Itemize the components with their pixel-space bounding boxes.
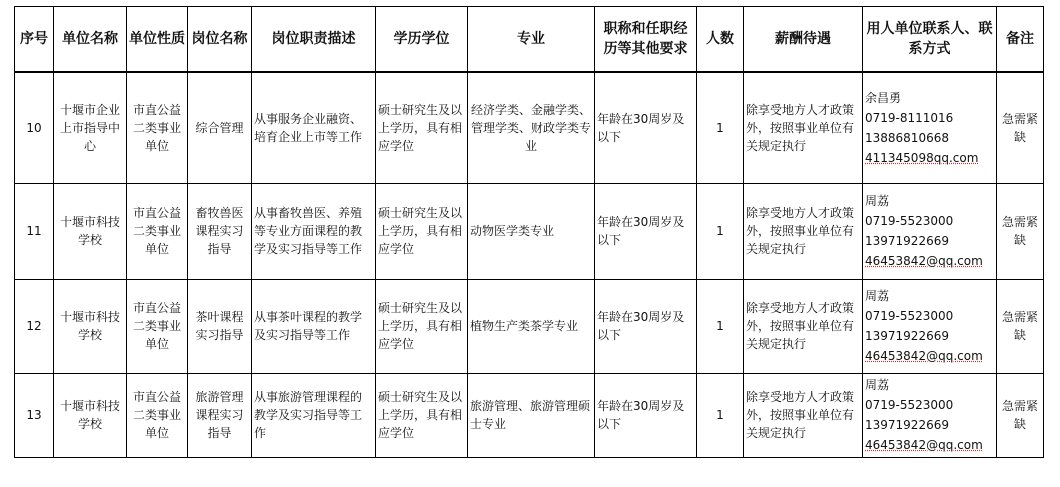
header-unit-name: 单位名称 xyxy=(54,7,127,73)
cell-post-duty: 从事茶叶课程的教学及实习指导等工作 xyxy=(252,279,376,373)
contact-mobile: 13971922669 xyxy=(865,418,949,432)
cell-note: 急需紧缺 xyxy=(997,279,1044,373)
table-row xyxy=(15,183,1044,279)
cell-major: 动物医学类专业 xyxy=(468,183,595,279)
cell-seq: 11 xyxy=(15,183,54,279)
contact-mobile: 13971922669 xyxy=(865,329,949,343)
contact-phone: 0719-5523000 xyxy=(865,398,954,412)
header-post-duty: 岗位职责描述 xyxy=(252,7,376,73)
cell-major: 植物生产类茶学专业 xyxy=(468,279,595,373)
header-major: 专业 xyxy=(468,7,595,73)
contact-mobile: 13886810668 xyxy=(865,130,949,145)
contact-mobile: 13971922669 xyxy=(865,234,949,248)
header-education: 学历学位 xyxy=(376,7,468,73)
cell-unit-name: 十堰市科技学校 xyxy=(54,279,127,373)
cell-note: 急需紧缺 xyxy=(997,183,1044,279)
header-contact: 用人单位联系人、联系方式 xyxy=(863,7,997,73)
header-title-requirements: 职称和任职经历等其他要求 xyxy=(595,7,697,73)
cell-note: 急需紧缺 xyxy=(997,72,1044,183)
cell-unit-name: 十堰市企业上市指导中心 xyxy=(54,72,127,183)
cell-seq: 10 xyxy=(15,72,54,183)
cell-count: 1 xyxy=(697,373,744,457)
cell-title-requirements: 年龄在30周岁及以下 xyxy=(595,183,697,279)
cell-major: 旅游管理、旅游管理硕士专业 xyxy=(468,373,595,457)
header-count: 人数 xyxy=(697,7,744,73)
contact-name: 余昌勇 xyxy=(865,90,902,105)
contact-phone: 0719-5523000 xyxy=(865,309,954,323)
header-note: 备注 xyxy=(997,7,1044,73)
cell-unit-name: 十堰市科技学校 xyxy=(54,373,127,457)
cell-education: 硕士研究生及以上学历，具有相应学位 xyxy=(376,373,468,457)
contact-name: 周荔 xyxy=(865,194,890,208)
cell-post-name: 畜牧兽医课程实习指导 xyxy=(188,183,252,279)
cell-unit-type: 市直公益二类事业单位 xyxy=(127,373,188,457)
table-row xyxy=(15,279,1044,373)
contact-name: 周荔 xyxy=(865,289,890,303)
cell-seq: 13 xyxy=(15,373,54,457)
contact-email: 46453842@qq.com xyxy=(865,254,983,268)
cell-title-requirements: 年龄在30周岁及以下 xyxy=(595,72,697,183)
cell-unit-type: 市直公益二类事业单位 xyxy=(127,183,188,279)
cell-seq: 12 xyxy=(15,279,54,373)
cell-unit-type: 市直公益二类事业单位 xyxy=(127,72,188,183)
contact-email: 46453842@qq.com xyxy=(865,438,983,452)
cell-title-requirements: 年龄在30周岁及以下 xyxy=(595,279,697,373)
recruitment-table xyxy=(14,6,1044,458)
header-salary: 薪酬待遇 xyxy=(744,7,863,73)
contact-name: 周荔 xyxy=(865,378,890,392)
header-seq: 序号 xyxy=(15,7,54,73)
cell-education: 硕士研究生及以上学历，具有相应学位 xyxy=(376,72,468,183)
table-row xyxy=(15,373,1044,457)
header-unit-type: 单位性质 xyxy=(127,7,188,73)
cell-salary: 除享受地方人才政策外，按照事业单位有关规定执行 xyxy=(744,183,863,279)
cell-post-duty: 从事旅游管理课程的教学及实习指导等工作 xyxy=(252,373,376,457)
cell-unit-type: 市直公益二类事业单位 xyxy=(127,279,188,373)
cell-count: 1 xyxy=(697,72,744,183)
cell-contact xyxy=(863,183,997,279)
cell-contact xyxy=(863,279,997,373)
cell-salary: 除享受地方人才政策外，按照事业单位有关规定执行 xyxy=(744,279,863,373)
cell-post-duty: 从事服务企业融资、培育企业上市等工作 xyxy=(252,72,376,183)
cell-post-duty: 从事畜牧兽医、养殖等专业方面课程的教学及实习指导等工作 xyxy=(252,183,376,279)
cell-education: 硕士研究生及以上学历，具有相应学位 xyxy=(376,279,468,373)
cell-salary: 除享受地方人才政策外，按照事业单位有关规定执行 xyxy=(744,72,863,183)
contact-email: 46453842@qq.com xyxy=(865,349,983,363)
cell-major: 经济学类、金融学类、管理学类、财政学类专业 xyxy=(468,72,595,183)
cell-contact xyxy=(863,72,997,183)
cell-count: 1 xyxy=(697,183,744,279)
header-row xyxy=(15,7,1044,73)
cell-count: 1 xyxy=(697,279,744,373)
contact-phone: 0719-8111016 xyxy=(865,110,954,125)
cell-unit-name: 十堰市科技学校 xyxy=(54,183,127,279)
cell-post-name: 旅游管理课程实习指导 xyxy=(188,373,252,457)
cell-post-name: 茶叶课程实习指导 xyxy=(188,279,252,373)
contact-phone: 0719-5523000 xyxy=(865,214,954,228)
header-post-name: 岗位名称 xyxy=(188,7,252,73)
contact-email: 411345098qq.com xyxy=(865,150,979,165)
cell-education: 硕士研究生及以上学历，具有相应学位 xyxy=(376,183,468,279)
cell-note: 急需紧缺 xyxy=(997,373,1044,457)
cell-salary: 除享受地方人才政策外，按照事业单位有关规定执行 xyxy=(744,373,863,457)
table-row xyxy=(15,72,1044,183)
cell-post-name: 综合管理 xyxy=(188,72,252,183)
cell-contact xyxy=(863,373,997,457)
cell-title-requirements: 年龄在30周岁及以下 xyxy=(595,373,697,457)
